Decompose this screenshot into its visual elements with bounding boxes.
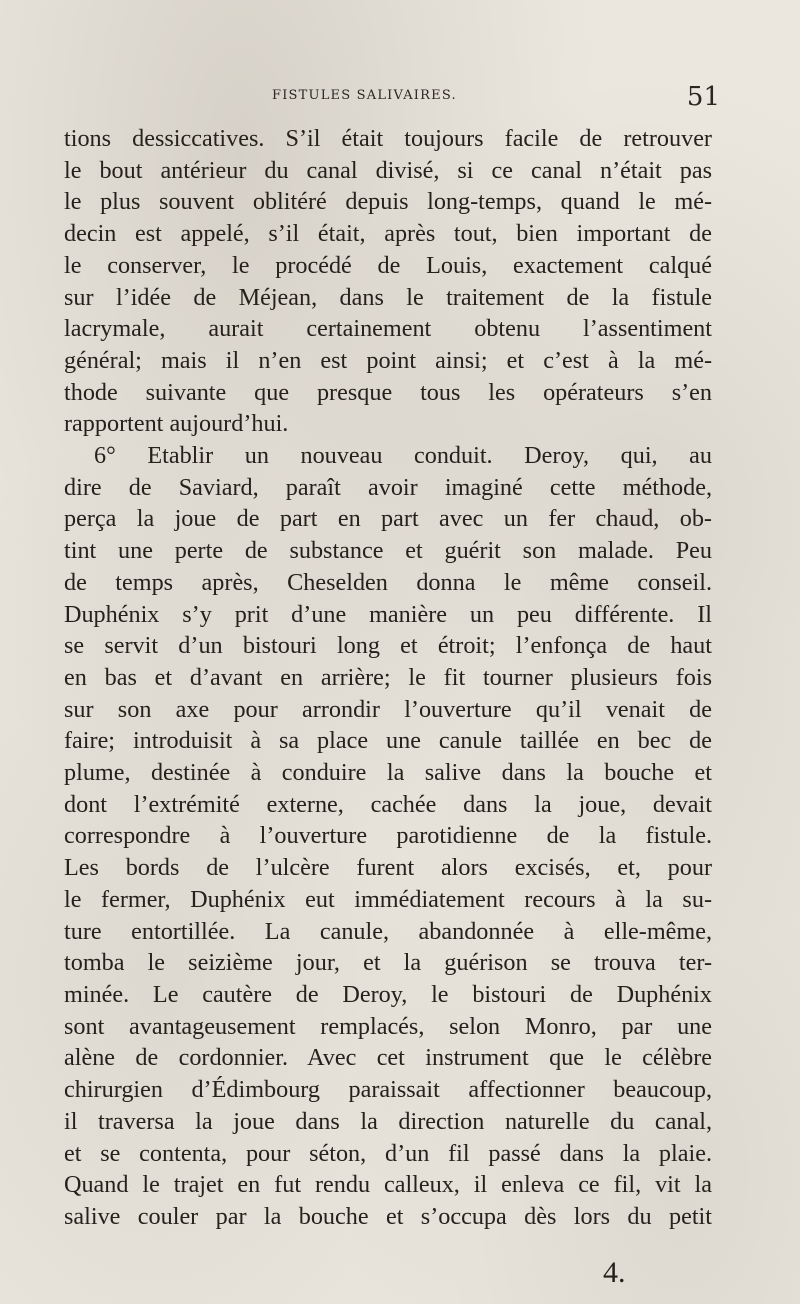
text-line: chirurgien d’Édimbourg paraissait affectionner beaucoup, (64, 1076, 712, 1104)
text-line: alène de cordonnier. Avec cet instrument que le célèbre (64, 1044, 712, 1072)
page-number: 51 (686, 82, 720, 112)
text-line: dont l’extrémité externe, cachée dans la joue, devait (64, 790, 712, 818)
text-line: le conserver, le procédé de Louis, exactement calqué (64, 251, 712, 279)
body-text (64, 123, 712, 1233)
text-line: Les bords de l’ulcère furent alors excisés, et, pour (64, 854, 712, 882)
text-line: 6° Etablir un nouveau conduit. Deroy, qui, au (94, 442, 712, 470)
text-line: sur son axe pour arrondir l’ouverture qu’il venait de (64, 695, 712, 723)
page-header (60, 82, 720, 118)
text-line: minée. Le cautère de Deroy, le bistouri de Duphénix (64, 980, 712, 1008)
text-line: Quand le trajet en fut rendu calleux, il enleva ce fil, vit la (64, 1171, 712, 1199)
text-line: decin est appelé, s’il était, après tout, bien important de (64, 220, 712, 248)
text-line: plume, destinée à conduire la salive dans la bouche et (64, 759, 712, 787)
text-line: correspondre à l’ouverture parotidienne de la fistule. (64, 822, 712, 850)
text-line: le plus souvent oblitéré depuis long-temps, quand le mé- (64, 188, 712, 216)
text-line: salive couler par la bouche et s’occupa dès lors du petit (64, 1202, 712, 1230)
text-line: Duphénix s’y prit d’une manière un peu différente. Il (64, 600, 712, 628)
text-line: le bout antérieur du canal divisé, si ce canal n’était pas (64, 156, 712, 184)
text-line: perça la joue de part en part avec un fer chaud, ob- (64, 505, 712, 533)
text-line: tomba le seizième jour, et la guérison se trouva ter- (64, 949, 712, 977)
text-line: tions dessiccatives. S’il était toujours facile de retrouver (64, 125, 712, 152)
text-line: général; mais il n’en est point ainsi; et c’est à la mé- (64, 346, 712, 374)
text-line: sont avantageusement remplacés, selon Monro, par une (64, 1012, 712, 1040)
text-line: tint une perte de substance et guérit son malade. Peu (64, 537, 712, 565)
text-line: dire de Saviard, paraît avoir imaginé cette méthode, (64, 473, 712, 501)
text-line: ture entortillée. La canule, abandonnée à elle-même, (64, 917, 712, 945)
running-title: FISTULES SALIVAIRES. (272, 88, 457, 103)
text-line: se servit d’un bistouri long et étroit; l’enfonça de haut (64, 632, 712, 660)
text-line: en bas et d’avant en arrière; le fit tourner plusieurs fois (64, 663, 712, 691)
text-line: le fermer, Duphénix eut immédiatement recours à la su- (64, 885, 712, 913)
text-line: de temps après, Cheselden donna le même conseil. (64, 568, 712, 596)
text-line: et se contenta, pour séton, d’un fil passé dans la plaie. (64, 1139, 712, 1167)
text-line: lacrymale, aurait certainement obtenu l’assentiment (64, 315, 712, 343)
text-line: faire; introduisit à sa place une canule taillée en bec de (64, 727, 712, 755)
text-line: thode suivante que presque tous les opérateurs s’en (64, 378, 712, 406)
text-line: il traversa la joue dans la direction naturelle du canal, (64, 1107, 712, 1135)
text-line: sur l’idée de Méjean, dans le traitement de la fistule (64, 283, 712, 311)
text-line: rapportent aujourd’hui. (64, 410, 289, 438)
signature-mark: 4. (603, 1256, 626, 1289)
